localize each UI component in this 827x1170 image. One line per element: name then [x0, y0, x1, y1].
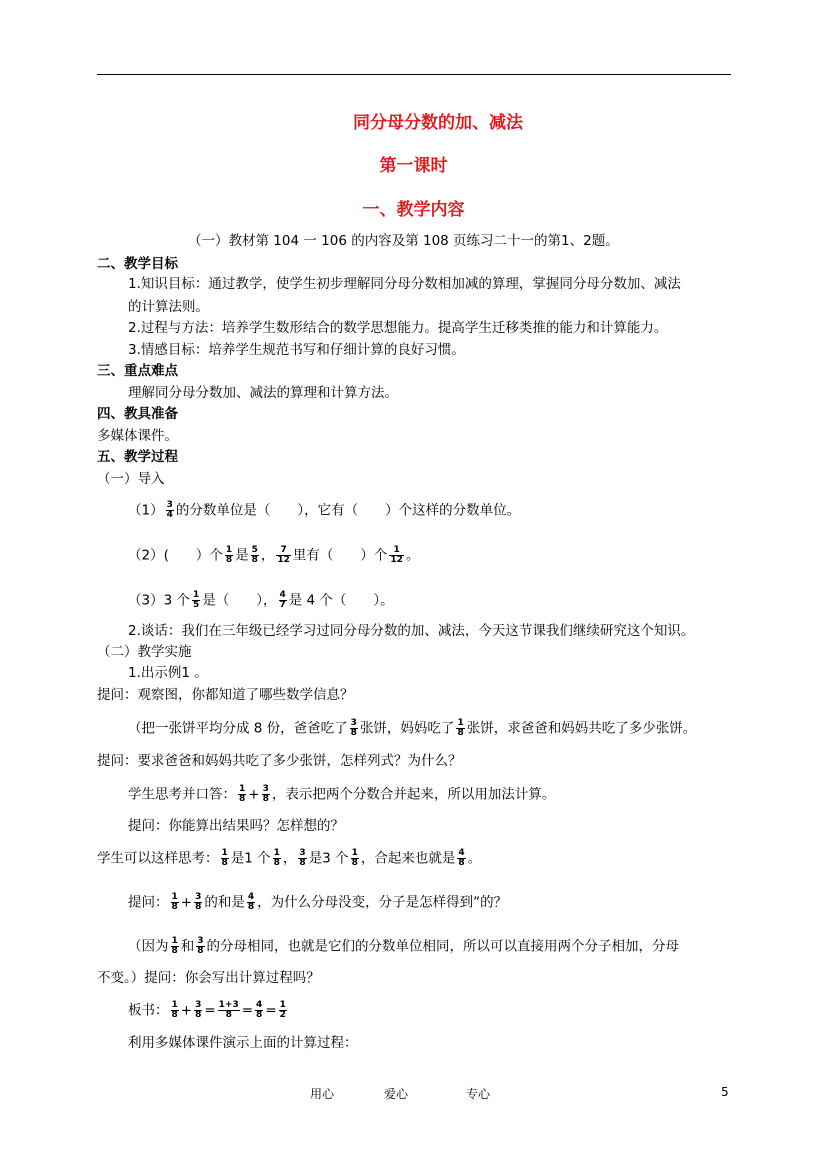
header-rule — [97, 74, 731, 75]
q2-part-b: 是 — [235, 547, 249, 564]
footer-aixin: 爱心 — [384, 1087, 409, 1101]
answer-line — [128, 785, 555, 804]
plus-sign: + — [180, 1002, 193, 1019]
footer-zhuanxin: 专心 — [466, 1087, 491, 1101]
q2-part-d: 里有（ ）个 — [292, 547, 388, 564]
ask-2: 提问：要求爸爸和妈妈共吃了多少张饼，怎样列式？为什么？ — [97, 753, 462, 769]
keypoint: 理解同分母分数加、减法的算理和计算方法。 — [128, 385, 398, 401]
board-label: 板书： — [128, 1002, 169, 1019]
think-line — [97, 849, 481, 868]
q2-part-e: 。 — [405, 547, 420, 564]
goal-1b: 的计算法则。 — [128, 299, 209, 315]
think-part-f: 。 — [467, 850, 482, 867]
plus-sign: + — [180, 894, 193, 911]
fraction-3-8: $\frac{3}{8}$ — [197, 936, 204, 956]
footer-yongxin: 用心 — [310, 1087, 335, 1101]
fraction-1-8: $\frac{1}{8}$ — [171, 892, 178, 912]
q2-part-c: ， — [260, 547, 275, 564]
answer-part-c: ，表示把两个分数合并起来，所以用加法计算。 — [271, 786, 556, 803]
question-1 — [128, 501, 520, 520]
question-2 — [128, 546, 419, 565]
section-keypoints: 三、重点难点 — [97, 363, 178, 379]
think-part-b: 是1 个 — [230, 850, 271, 867]
answer-part-a: 学生思考并口答： — [128, 786, 236, 803]
because-line-2: 不变。）提问：你会写出计算过程吗？ — [97, 970, 320, 986]
fraction-1-8: $\frac{1}{8}$ — [221, 848, 228, 868]
section-process: 五、教学过程 — [97, 449, 178, 465]
fraction-1-5: $\frac{1}{5}$ — [192, 590, 200, 610]
section-tools: 四、教具准备 — [97, 406, 178, 422]
fraction-1-8: $\frac{1}{8}$ — [239, 784, 246, 804]
lesson-title: 第一课时 — [379, 156, 448, 176]
q2-part-a: （2）( ）个 — [128, 547, 223, 564]
fraction-3-8: $\frac{3}{8}$ — [299, 848, 306, 868]
fraction-7-12: $\frac{7}{12}$ — [277, 545, 290, 565]
story-part-a: （把一张饼平均分成 8 份，爸爸吃了 — [128, 720, 348, 737]
q1-prefix: （1） — [128, 502, 164, 519]
section-teaching-content: 一、教学内容 — [362, 200, 465, 220]
talk: 2.谈话：我们在三年级已经学习过同分母分数的加、减法，今天这节课我们继续研究这个知识。 — [128, 623, 695, 639]
because-part-b: 和 — [180, 938, 195, 955]
fraction-4-8: $\frac{4}{8}$ — [247, 892, 255, 912]
think-part-c: ， — [282, 850, 297, 867]
fraction-1plus3-8: $\frac{1+3}{8}$ — [218, 1000, 239, 1020]
fraction-3-8: $\frac{3}{8}$ — [195, 892, 202, 912]
sub-intro: （一）导入 — [97, 471, 165, 487]
story-line — [128, 719, 696, 738]
because-part-c: 的分母相同，也就是它们的分数单位相同，所以可以直接用两个分子相加，分母 — [206, 938, 680, 955]
doc-title: 同分母分数的加、减法 — [353, 113, 523, 133]
because-part-a: （因为 — [128, 938, 169, 955]
story-part-b: 张饼，妈妈吃了 — [359, 720, 455, 737]
tools: 多媒体课件。 — [97, 428, 178, 444]
plus-sign: + — [248, 786, 260, 803]
equals-sign: = — [265, 1002, 277, 1019]
fraction-3-8: $\frac{3}{8}$ — [262, 784, 269, 804]
sub-implementation: （二）教学实施 — [97, 644, 192, 660]
ask4-part-a: 提问： — [128, 894, 169, 911]
fraction-3-8: $\frac{3}{8}$ — [195, 1000, 202, 1020]
q3-part-c: 是 4 个（ ）。 — [288, 592, 394, 609]
example-1: 1.出示例1 。 — [128, 665, 208, 681]
ask4-part-c: 的和是 — [204, 894, 245, 911]
ask-4 — [128, 893, 507, 912]
fraction-1-8: $\frac{1}{8}$ — [225, 545, 233, 565]
fraction-4-8: $\frac{4}{8}$ — [256, 1000, 263, 1020]
ask-1: 提问：观察图，你都知道了哪些数学信息？ — [97, 687, 354, 703]
think-part-e: ，合起来也就是 — [360, 850, 456, 867]
fraction-1-8: $\frac{1}{8}$ — [273, 848, 280, 868]
story-part-c: 张饼，求爸爸和妈妈共吃了多少张饼。 — [466, 720, 697, 737]
board-line — [128, 1001, 289, 1020]
equals-sign: = — [241, 1002, 254, 1019]
fraction-1-8: $\frac{1}{8}$ — [351, 848, 358, 868]
think-part-d: 是3 个 — [308, 850, 349, 867]
goal-3: 3.情感目标：培养学生规范书写和仔细计算的良好习惯。 — [128, 342, 465, 358]
fraction-4-8: $\frac{4}{8}$ — [458, 848, 465, 868]
q3-part-b: 是（ ）， — [202, 592, 277, 609]
goal-1a: 1.知识目标：通过教学，使学生初步理解同分母分数相加减的算理，掌握同分母分数加、减法 — [128, 276, 681, 292]
goal-2: 2.过程与方法：培养学生数形结合的数学思想能力。提高学生迁移类推的能力和计算能力。 — [128, 320, 668, 336]
fraction-3-4: $\frac{3}{4}$ — [166, 500, 173, 520]
fraction-1-2: $\frac{1}{2}$ — [279, 1000, 286, 1020]
ask4-part-d: ，为什么分母没变，分子是怎样得到”的？ — [257, 894, 508, 911]
q3-part-a: （3）3 个 — [128, 592, 190, 609]
section-goals: 二、教学目标 — [97, 256, 178, 272]
question-3 — [128, 591, 394, 610]
q1-text: 的分数单位是（ ），它有（ ）个这样的分数单位。 — [175, 502, 521, 519]
fraction-5-8: $\frac{5}{8}$ — [251, 545, 258, 565]
because-line — [128, 937, 679, 956]
demo-line: 利用多媒体课件演示上面的计算过程： — [128, 1035, 358, 1051]
content-line: （一）教材第 104 一 106 的内容及第 108 页练习二十一的第1、2题。 — [188, 233, 619, 249]
page-number: 5 — [721, 1085, 729, 1099]
fraction-1-8: $\frac{1}{8}$ — [457, 718, 464, 738]
equals-sign: = — [204, 1002, 216, 1019]
ask-3: 提问：你能算出结果吗？怎样想的？ — [128, 818, 344, 834]
fraction-3-8: $\frac{3}{8}$ — [350, 718, 357, 738]
fraction-1-12: $\frac{1}{12}$ — [390, 545, 403, 565]
fraction-4-7: $\frac{4}{7}$ — [279, 590, 286, 610]
think-part-a: 学生可以这样思考： — [97, 850, 219, 867]
fraction-1-8: $\frac{1}{8}$ — [171, 1000, 178, 1020]
fraction-1-8: $\frac{1}{8}$ — [171, 936, 178, 956]
